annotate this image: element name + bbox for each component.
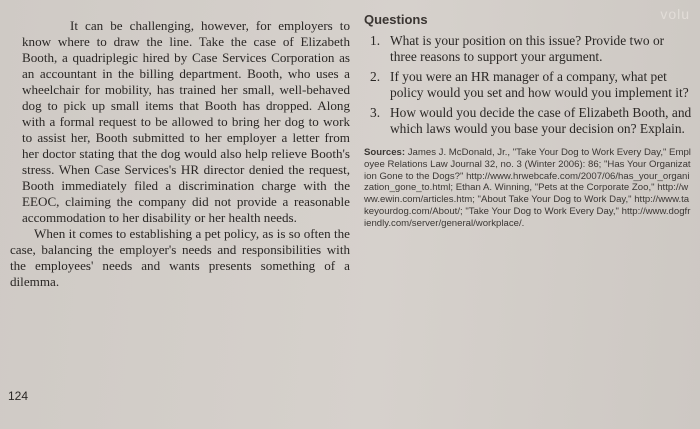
sources-label: Sources: [364, 147, 406, 158]
sources-text: James J. McDonald, Jr., "Take Your Dog to Work Every Day," Employee Relations Law Journal 32, no. 3 (Winter 2006): 86; "Has Your Organization Gone to the Dogs?" http://www.hrwebcafe.com/2007/06/has_your_organization_gone_to.html; Ethan A. Winning, "Pets at the Corporate Zoo," http://www.ewin.com/articles.htm; "About Take Your Dog to Work Day," http://www.takeyourdog.com/About/; "Take Your Dog to Work Every Day," http://www.dogfriendly.com/server/general/workplace/. [364, 147, 691, 229]
sources-block [362, 147, 692, 230]
question-number: 1. [370, 33, 381, 48]
question-text: If you were an HR manager of a company, what pet policy would you set and how would you implement it? [390, 69, 689, 100]
case-paragraph-2: When it comes to establishing a pet policy, as is so often the case, balancing the employer's needs and responsibilities with the employees' needs and wants presents something of a dilemma. [10, 226, 350, 289]
case-study-text [10, 18, 350, 290]
question-number: 3. [370, 105, 381, 120]
case-paragraph-1: It can be challenging, however, for employers to know where to draw the line. Take the case of Elizabeth Booth, a quadriplegic hired by Case Services Corporation as an accountant in the billing department. Booth, who uses a wheelchair for mobility, has trained her small, well-behaved dog to pick up small items that Booth has dropped. Along with a formal request to be allowed to bring her dog to work to assist her, Booth submitted to her employer a letter from her doctor stating that the dog would also help relieve Booth's stress. When Case Services's HR director denied the request, Booth immediately filed a discrimination charge with the EEOC, claiming the company did not provide a reasonable accommodation to her disability or her health needs. [22, 18, 350, 225]
question-number: 2. [370, 69, 381, 84]
questions-heading: Questions [364, 12, 428, 27]
question-item [362, 69, 692, 101]
questions-column [362, 12, 692, 230]
question-item [362, 105, 692, 137]
questions-list [362, 33, 692, 137]
corner-watermark: volu [660, 6, 690, 22]
page-number: 124 [8, 389, 29, 403]
question-text: How would you decide the case of Elizabeth Booth, and which laws would you base your decision on? Explain. [390, 105, 692, 136]
question-text: What is your position on this issue? Provide two or three reasons to support your argument. [390, 33, 665, 64]
question-item [362, 33, 692, 65]
